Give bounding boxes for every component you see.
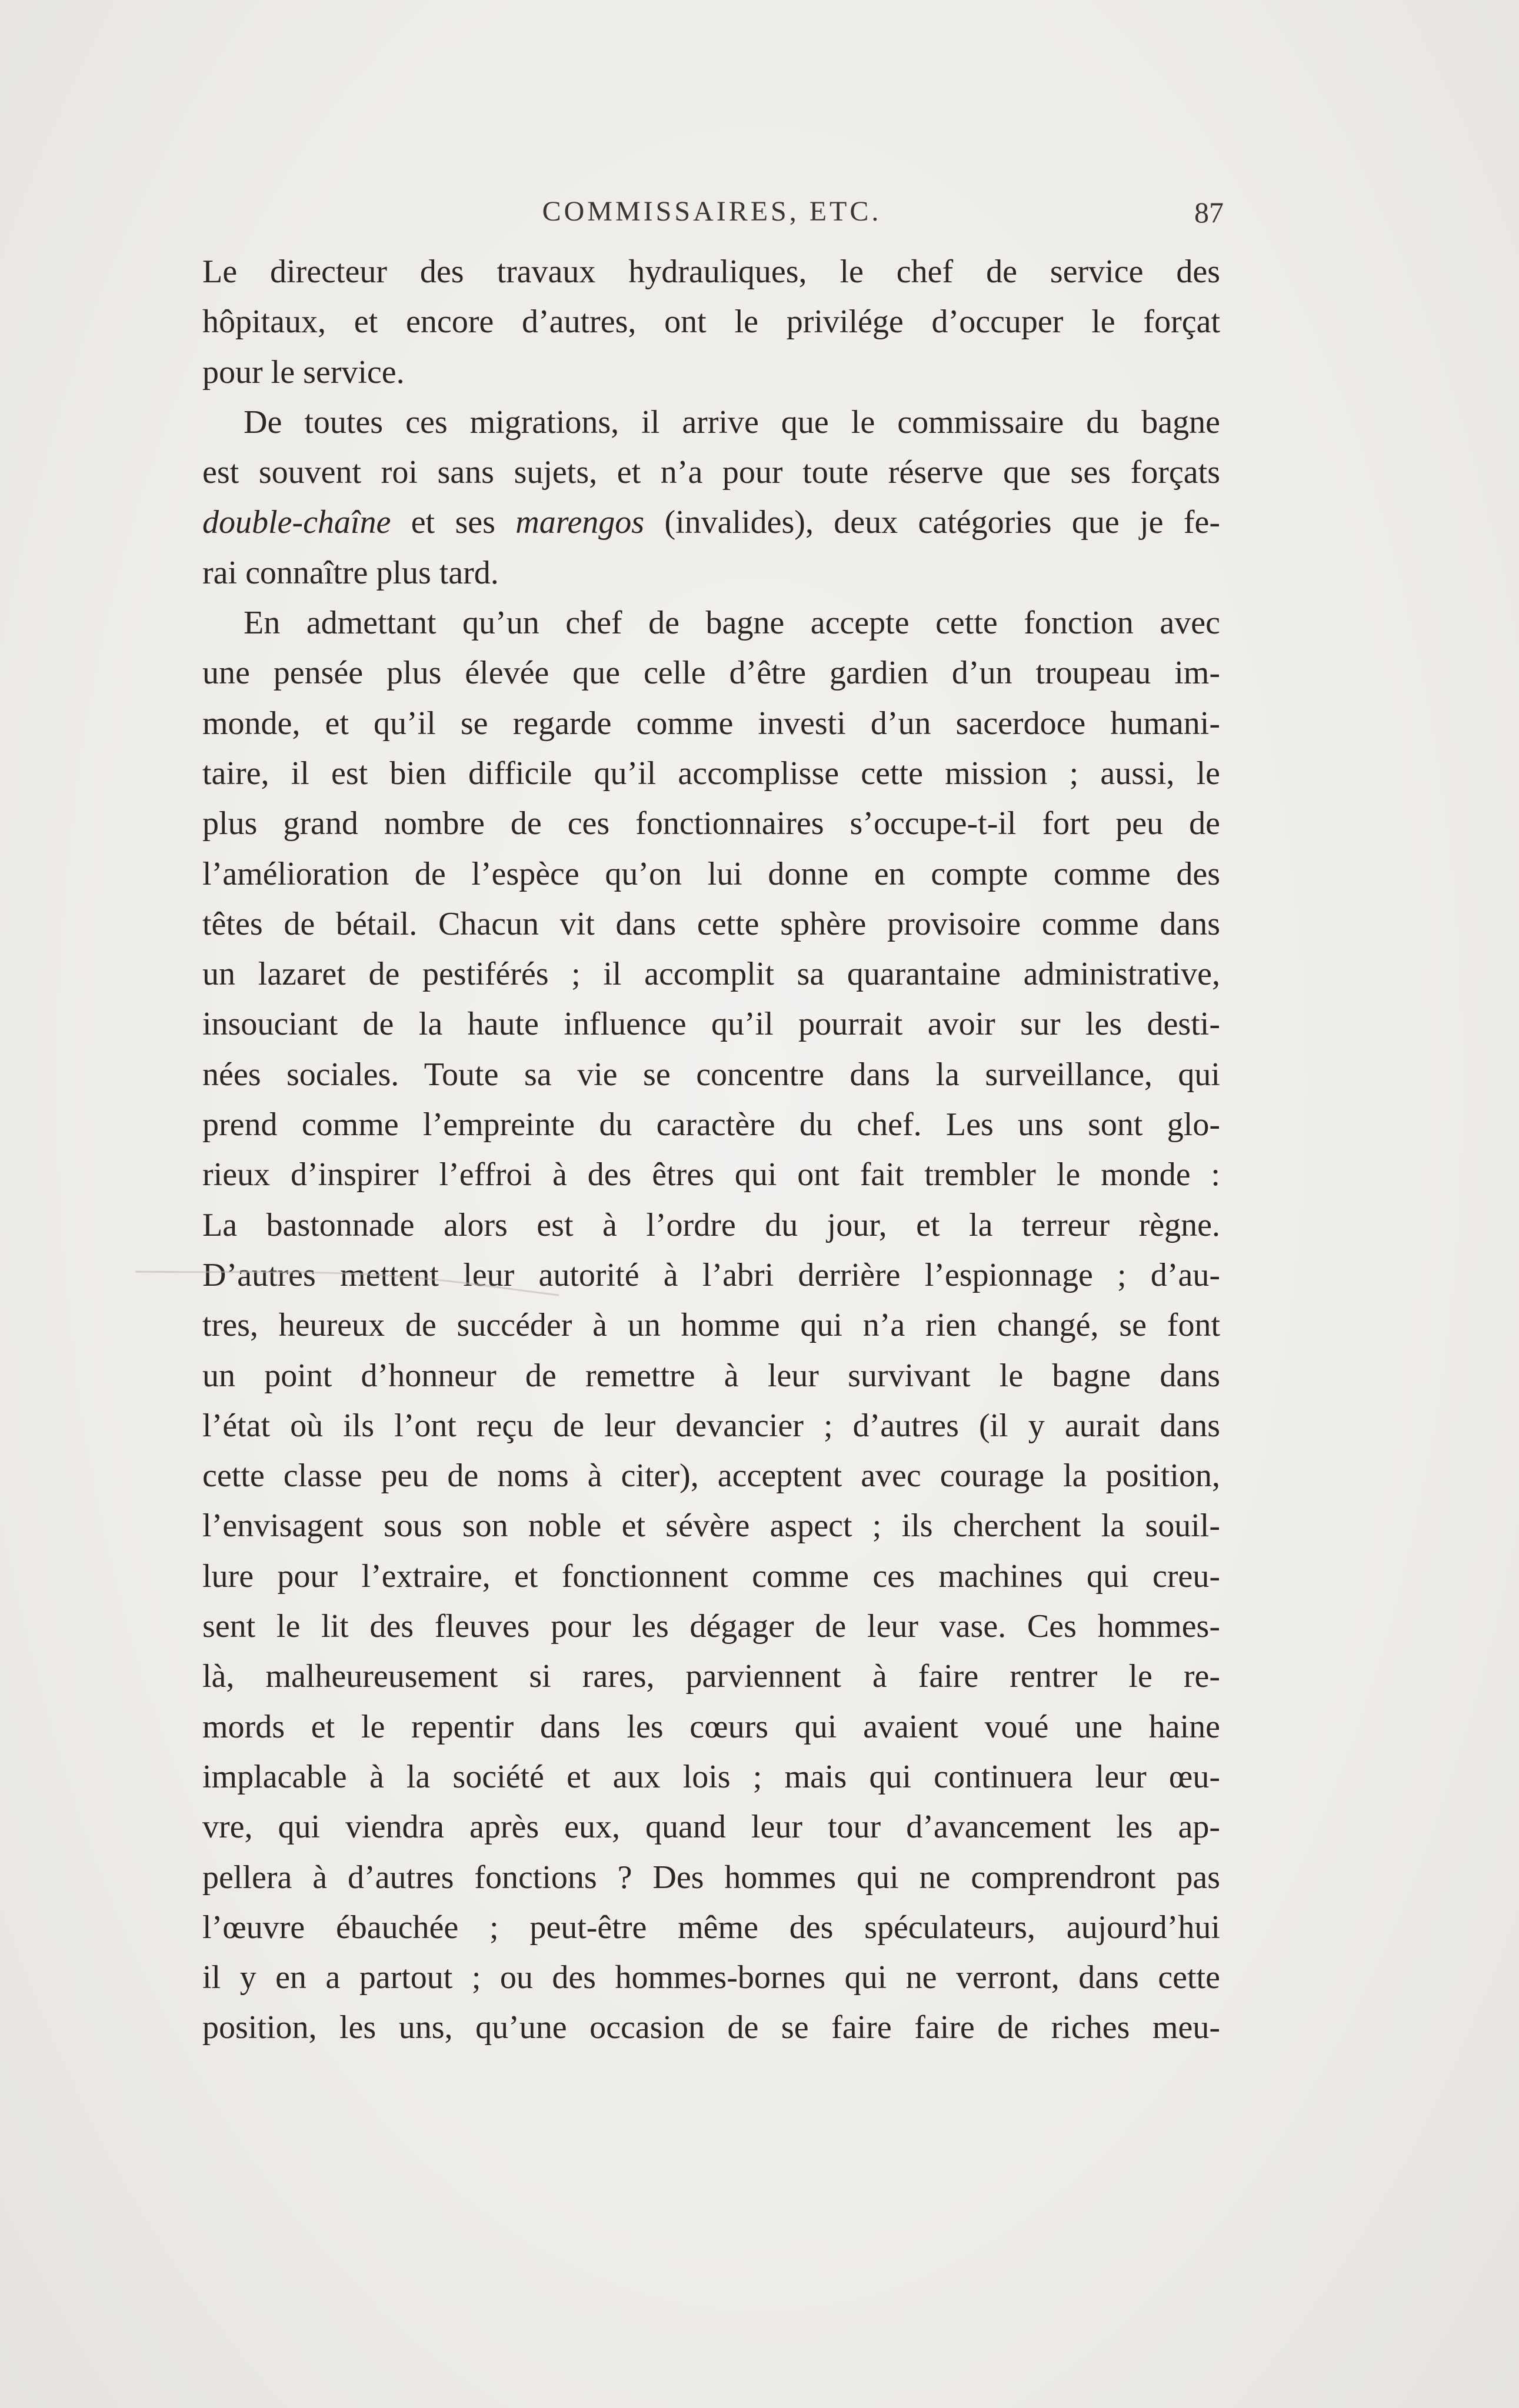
text-line xyxy=(202,548,1220,598)
text-line xyxy=(202,1100,1220,1150)
text-run: une pensée plus élevée que celle d’être gardien d’un troupeau im- xyxy=(202,655,1220,692)
text-line xyxy=(202,1300,1220,1350)
text-line xyxy=(202,1451,1220,1501)
italic-term: double-chaîne xyxy=(202,504,391,541)
text-run: mords et le repentir dans les cœurs qui avaient voué une haine xyxy=(202,1708,1220,1745)
text-line xyxy=(202,949,1220,999)
text-run: D’autres mettent leur autorité à l’abri derrière l’espionnage ; d’au- xyxy=(202,1256,1220,1293)
text-line xyxy=(202,1903,1220,1953)
text-line xyxy=(202,1953,1220,2003)
text-run: un point d’honneur de remettre à leur survivant le bagne dans xyxy=(202,1357,1220,1394)
text-run: lure pour l’extraire, et fonctionnent comme ces machines qui creu- xyxy=(202,1557,1220,1595)
text-run: l’état où ils l’ont reçu de leur devancier ; d’autres (il y aurait dans xyxy=(202,1407,1220,1444)
text-run: est souvent roi sans sujets, et n’a pour toute réserve que ses forçats xyxy=(202,454,1220,491)
text-line xyxy=(202,1150,1220,1200)
text-run: l’œuvre ébauchée ; peut-être même des spéculateurs, aujourd’hui xyxy=(202,1909,1220,1946)
text-line xyxy=(202,1401,1220,1451)
text-run: De toutes ces migrations, il arrive que le commissaire du bagne xyxy=(244,403,1220,441)
text-run: cette classe peu de noms à citer), acceptent avec courage la position, xyxy=(202,1458,1220,1495)
text-line xyxy=(202,699,1220,749)
text-line xyxy=(202,498,1220,548)
body-text xyxy=(202,247,1220,2053)
text-run: rieux d’inspirer l’effroi à des êtres qui ont fait trembler le monde : xyxy=(202,1156,1220,1193)
text-run: un lazaret de pestiférés ; il accomplit sa quarantaine administrative, xyxy=(202,956,1220,993)
text-line xyxy=(202,1351,1220,1401)
text-line xyxy=(202,1050,1220,1100)
text-run: nées sociales. Toute sa vie se concentre dans la surveillance, qui xyxy=(202,1056,1220,1093)
text-run: vre, qui viendra après eux, quand leur tour d’avancement les ap- xyxy=(202,1809,1220,1846)
text-line xyxy=(202,297,1220,347)
text-line xyxy=(202,1250,1220,1300)
text-line xyxy=(202,448,1220,498)
text-line xyxy=(202,1552,1220,1602)
running-head xyxy=(200,195,1224,242)
text-run: insouciant de la haute influence qu’il pourrait avoir sur les desti- xyxy=(202,1006,1220,1043)
text-line xyxy=(202,849,1220,899)
text-line xyxy=(202,1602,1220,1652)
text-line xyxy=(202,749,1220,799)
text-run: l’envisagent sous son noble et sévère aspect ; ils cherchent la souil- xyxy=(202,1507,1220,1545)
text-run: En admettant qu’un chef de bagne accepte cette fonction avec xyxy=(244,605,1220,642)
text-run: implacable à la société et aux lois ; mais qui continuera leur œu- xyxy=(202,1758,1220,1795)
text-line xyxy=(202,648,1220,698)
text-run: (invalides), deux catégories que je fe- xyxy=(644,504,1220,541)
text-line xyxy=(202,1802,1220,1852)
text-run: Le directeur des travaux hydrauliques, le chef de service des xyxy=(202,254,1220,290)
text-run: il y en a partout ; ou des hommes-bornes qui ne verront, dans cette xyxy=(202,1959,1220,1996)
text-run: là, malheureusement si rares, parviennent à faire rentrer le re- xyxy=(202,1658,1220,1695)
text-run: prend comme l’empreinte du caractère du chef. Les uns sont glo- xyxy=(202,1106,1220,1143)
text-line xyxy=(202,2003,1220,2053)
text-run: têtes de bétail. Chacun vit dans cette sphère provisoire comme dans xyxy=(202,905,1220,942)
text-line xyxy=(202,1702,1220,1752)
text-run: La bastonnade alors est à l’ordre du jour, et la terreur règne. xyxy=(202,1206,1220,1243)
text-run: pellera à d’autres fonctions ? Des hommes qui ne comprendront pas xyxy=(202,1859,1220,1896)
text-line xyxy=(202,247,1220,297)
text-run: l’amélioration de l’espèce qu’on lui donne en compte comme des xyxy=(202,855,1220,892)
text-line xyxy=(202,1752,1220,1802)
text-run: taire, il est bien difficile qu’il accomplisse cette mission ; aussi, le xyxy=(202,755,1220,792)
text-line xyxy=(202,1652,1220,1702)
text-run: sent le lit des fleuves pour les dégager de leur vase. Ces hommes- xyxy=(202,1608,1220,1645)
text-run: position, les uns, qu’une occasion de se faire faire de riches meu- xyxy=(202,2009,1220,2046)
text-run: monde, et qu’il se regarde comme investi d’un sacerdoce humani- xyxy=(202,705,1220,742)
text-line xyxy=(202,799,1220,849)
text-line xyxy=(202,999,1220,1049)
text-line xyxy=(202,398,1220,448)
text-run: tres, heureux de succéder à un homme qui n’a rien changé, se font xyxy=(202,1307,1220,1344)
text-line xyxy=(202,598,1220,648)
running-title: COMMISSAIRES, ETC. xyxy=(542,196,882,227)
text-line xyxy=(202,1200,1220,1250)
text-line xyxy=(202,1853,1220,1903)
text-run: plus grand nombre de ces fonctionnaires s’occupe-t-il fort peu de xyxy=(202,805,1220,842)
page-number: 87 xyxy=(1194,196,1224,229)
text-run: rai connaître plus tard. xyxy=(202,554,499,591)
text-run: hôpitaux, et encore d’autres, ont le privilége d’occuper le forçat xyxy=(202,303,1220,341)
text-run: pour le service. xyxy=(202,353,405,391)
text-run: et ses xyxy=(391,504,516,541)
text-line xyxy=(202,348,1220,398)
italic-term: marengos xyxy=(515,504,645,541)
text-line xyxy=(202,899,1220,949)
text-line xyxy=(202,1501,1220,1551)
